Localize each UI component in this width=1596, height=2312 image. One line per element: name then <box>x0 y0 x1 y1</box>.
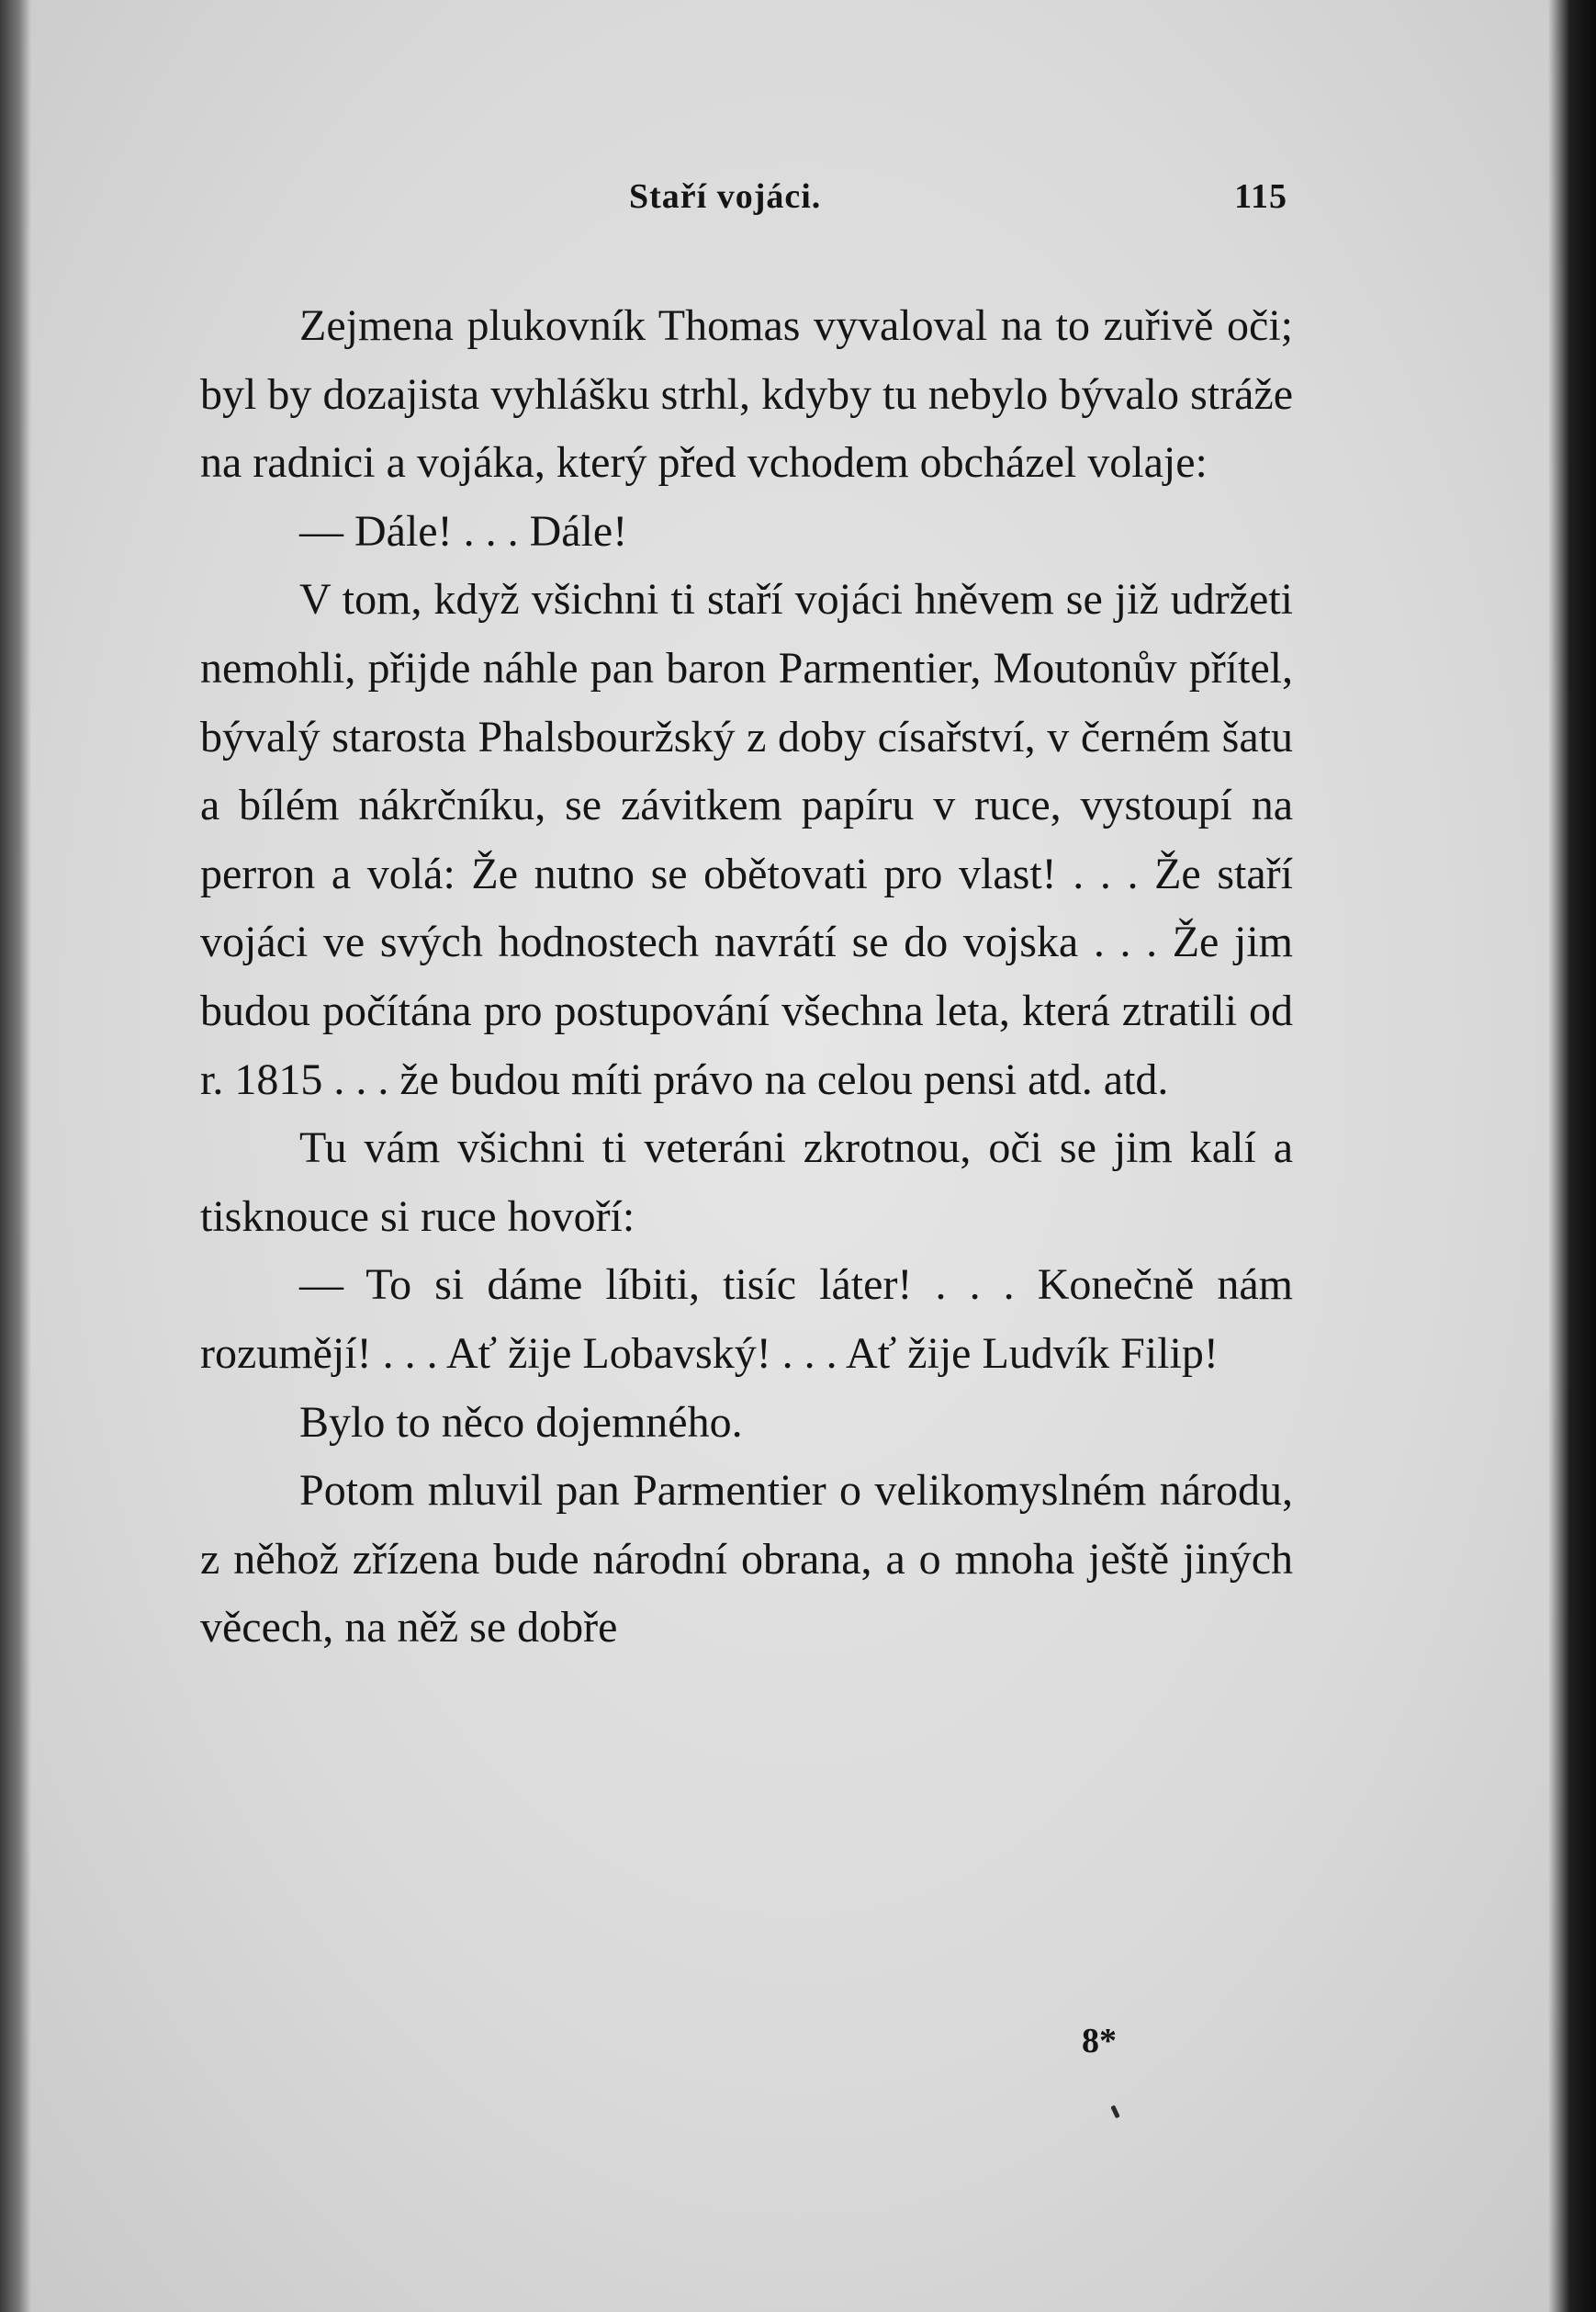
body-text <box>200 292 1293 1663</box>
binding-shadow <box>0 0 31 2312</box>
paragraph: — To si dáme líbiti, tisíc láter! . . . Konečně nám rozumějí! . . . Ať žije Lobavský! . . . Ať žije Ludvík Filip! <box>200 1260 1293 1378</box>
page-number: 115 <box>1234 177 1287 216</box>
signature-mark: 8* <box>1082 2022 1117 2060</box>
scan-edge <box>1548 0 1596 2312</box>
paragraph: Zejmena plukovník Thomas vyvaloval na to zuřivě oči; byl by dozajista vyhlášku strhl, kdyby tu nebylo bývalo stráže na radnici a vojáka, který před vchodem obcházel volaje: <box>200 301 1293 488</box>
paragraph: V tom, když všichni ti staří vojáci hněvem se již udržeti nemohli, přijde náhle pan baron Parmentier, Moutonův přítel, bývalý starosta Phalsbouržský z doby císařství, v černém šatu a bílém nákrčníku, se závitkem papíru v ruce, vystoupí na perron a volá: Že nutno se obětovati pro vlast! . . . Že staří vojáci ve svých hodnostech navrátí se do vojska . . . Že jim budou počítána pro postupování všechna leta, která ztratili od r. 1815 . . . že budou míti právo na celou pensi atd. atd. <box>200 575 1293 1104</box>
paragraph: Potom mluvil pan Parmentier o velikomyslném národu, z něhož zřízena bude národní obrana, a o mnoha ještě jiných věcech, na něž se dobře <box>200 1466 1293 1652</box>
ink-speck <box>1110 2105 1119 2119</box>
running-title: Staří vojáci. <box>629 177 822 216</box>
paragraph: Bylo to něco dojemného. <box>299 1397 743 1447</box>
paragraph: Tu vám všichni ti veteráni zkrotnou, oči se jim kalí a tisknouce si ruce hovoří: <box>200 1123 1293 1241</box>
page-header <box>211 176 1287 231</box>
paragraph: — Dále! . . . Dále! <box>299 506 628 556</box>
